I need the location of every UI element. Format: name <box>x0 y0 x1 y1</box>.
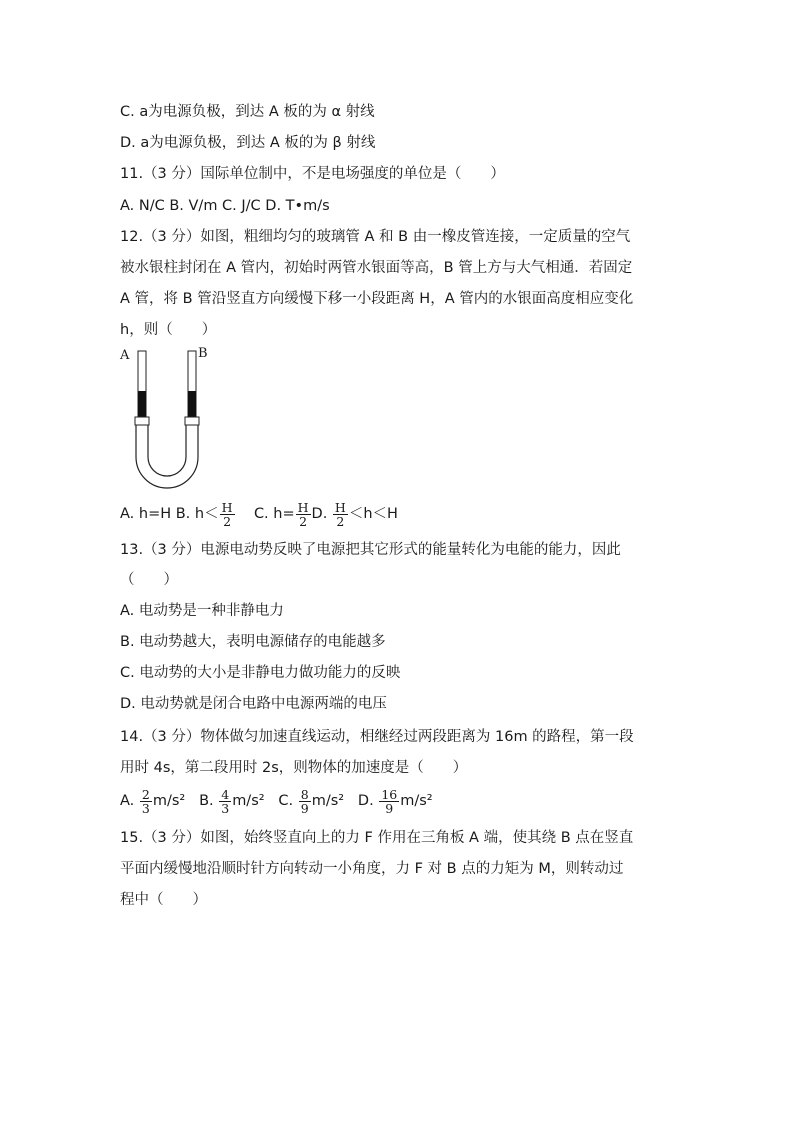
question-12-line-2: 被水银柱封闭在 A 管内，初始时两管水银面等高，B 管上方与大气相通．若固定 <box>120 260 633 276</box>
question-13-line-2: （ ） <box>120 572 178 588</box>
option-13c: C. 电动势的大小是非静电力做功能力的反映 <box>120 665 401 681</box>
question-12-line-1: 12.（3 分）如图，粗细均匀的玻璃管 A 和 B 由一橡皮管连接，一定质量的空气 <box>120 229 631 245</box>
option-14d: D. $\frac{16}{9}$ m/s² <box>357 786 433 816</box>
question-12-line-4: h，则（ ） <box>120 322 217 338</box>
question-14-options <box>120 785 433 817</box>
question-12-line-3: A 管，将 B 管沿竖直方向缓慢下移一小段距离 H，A 管内的水银面高度相应变化 <box>120 291 634 307</box>
question-15-line-1: 15.（3 分）如图，始终竖直向上的力 F 作用在三角板 A 端，使其绕 B 点在竖直 <box>120 830 634 846</box>
tube-a-label: A <box>120 348 130 363</box>
question-11-options: A. N/C B. V/m C. J/C D. T•m/s <box>120 198 330 214</box>
fraction: $\frac{H}{2}$ <box>334 499 346 529</box>
fraction: $\frac{H}{2}$ <box>221 499 233 529</box>
option-14c: C. $\frac{8}{9}$ m/s² <box>278 786 345 816</box>
question-11: 11.（3 分）国际单位制中，不是电场强度的单位是（ ） <box>120 166 505 182</box>
option-10d: D. a为电源负极，到达 A 板的为 β 射线 <box>120 135 376 151</box>
option-14a: A. $\frac{2}{3}$ m/s² <box>120 786 186 816</box>
question-14-line-1: 14.（3 分）物体做匀加速直线运动，相继经过两段距离为 16m 的路程，第一段 <box>120 729 634 745</box>
option-10c: C. a为电源负极，到达 A 板的为 α 射线 <box>120 104 375 120</box>
tube-b-label: B <box>198 346 208 361</box>
connector-b <box>185 417 199 425</box>
rubber-hose <box>136 425 198 488</box>
option-13d: D. 电动势就是闭合电路中电源两端的电压 <box>120 696 387 712</box>
option-13a: A. 电动势是一种非静电力 <box>120 603 284 619</box>
fraction: $\frac{H}{2}$ <box>297 499 309 529</box>
question-14-line-2: 用时 4s，第二段用时 2s，则物体的加速度是（ ） <box>120 760 468 776</box>
option-13b: B. 电动势越大，表明电源储存的电能越多 <box>120 634 386 650</box>
connector-a <box>135 417 149 425</box>
question-12-options: A. h=H B. h＜ $\frac{H}{2}$ C. h= $\frac{H}{2}$ D. $\frac{H}{2}$ ＜h＜H <box>120 499 398 529</box>
question-13-line-1: 13.（3 分）电源电动势反映了电源把其它形式的能量转化为电能的能力，因此 <box>120 542 621 558</box>
question-15-line-3: 程中（ ） <box>120 892 207 908</box>
question-15-line-2: 平面内缓慢地沿顺时针方向转动一小角度，力 F 对 B 点的力矩为 M，则转动过 <box>120 861 624 877</box>
u-tube-figure <box>118 345 218 493</box>
option-14b: B. $\frac{4}{3}$ m/s² <box>199 786 265 816</box>
